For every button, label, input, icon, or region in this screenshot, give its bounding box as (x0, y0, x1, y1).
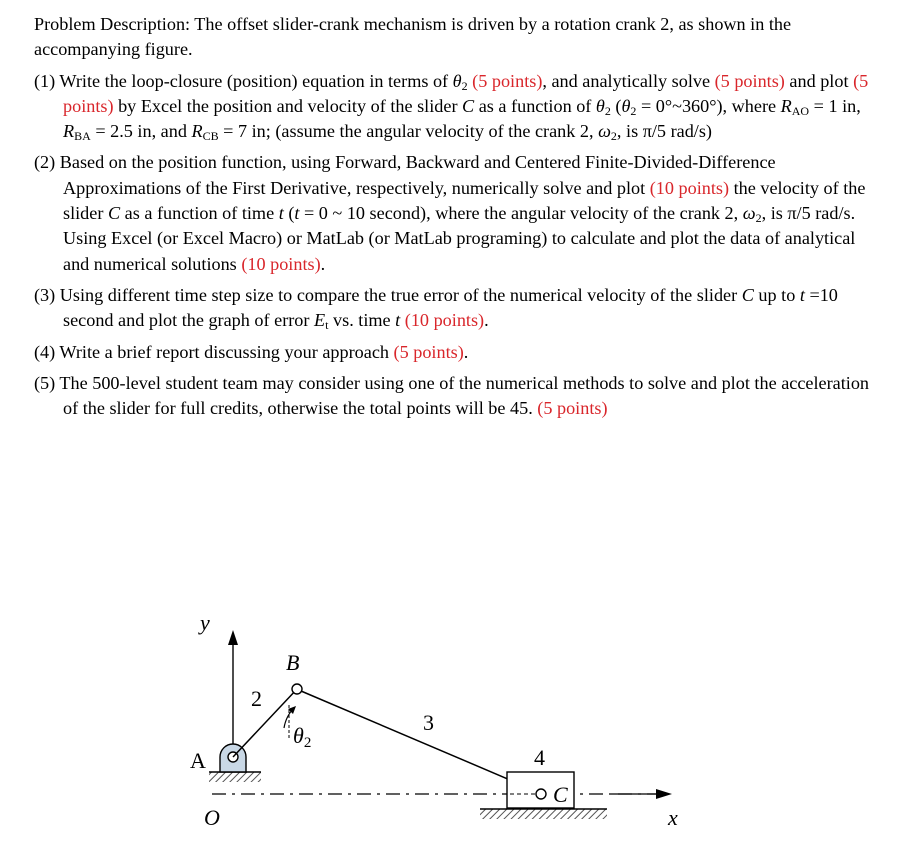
label-angle: θ2 (293, 723, 312, 751)
ground-hatch-a (209, 772, 261, 782)
problem-intro: Problem Description: The offset slider-crank mechanism is driven by a rotation crank 2, as shown in the accompanying figure. (34, 14, 792, 60)
points-label: (5 points) (393, 341, 464, 362)
points-label: (5 points) (63, 70, 869, 116)
y-axis-label: y (200, 610, 210, 635)
points-label: (5 points) (537, 398, 608, 419)
points-label: (10 points) (241, 253, 321, 274)
problem-item-4: (4) Write a brief report discussing your approach (5 points). (34, 341, 469, 362)
problem-item-2: (2) Based on the position function, using Forward, Backward and Centered Finite-Divided-Difference Approximations of the First Derivative, respectively, numerically solve and plot (10 points) the velocity of the slider C as a function of time t (t = 0 ~ 10 second), where the angular velocity of the crank 2, $\omega_2$, is π/5 rad/s. Using Excel (or Excel Macro) or MatLab (or MatLab programing) to calculate and plot the data of analytical and numerical solutions (10 points). (34, 152, 866, 274)
points-label: (10 points) (649, 177, 730, 198)
label-point-c: C (553, 782, 568, 807)
problem-item-5: (5) The 500-level student team may consider using one of the numerical methods to solve and plot the acceleration of the slider for full credits, otherwise the total points will be 45. (5 points) (34, 372, 870, 419)
label-origin: O (204, 805, 220, 830)
problem-item-3: (3) Using different time step size to compare the true error of the numerical velocity of the slider C up to t =10 second and plot the graph of error $E_t$ vs. time t (10 points). (34, 284, 838, 333)
label-link-2: 2 (251, 686, 262, 711)
label-point-b: B (286, 650, 300, 675)
x-axis-arrow (656, 789, 672, 799)
label-point-a: A (190, 748, 206, 773)
pin-b (292, 684, 302, 694)
problem-item-1: (1) Write the loop-closure (position) equation in terms of $\theta_2$ (5 points), and analytically solve (5 points) and plot (5 points) by Excel the position and velocity of the slider C as a function of $\theta_2$ ($\theta_2$ = 0°~360°), where $R_{AO} = 1$ in, $R_{BA} = 2.5$ in, and $R_{CB} = 7$ in; (assume the angular velocity of the crank 2, $\omega_2$, is π/5 rad/s) (34, 70, 869, 144)
label-link-4: 4 (534, 745, 545, 770)
ground-hatch-slider (480, 809, 607, 819)
points-label: (5 points) (472, 70, 543, 91)
points-label: (10 points) (404, 310, 485, 331)
pin-c (536, 789, 546, 799)
coupler-link-3 (301, 691, 536, 791)
crank-link-2 (233, 689, 297, 757)
y-axis-arrow (228, 630, 238, 645)
points-label: (5 points) (714, 70, 785, 91)
x-axis-label: x (668, 805, 678, 830)
label-link-3: 3 (423, 710, 434, 735)
